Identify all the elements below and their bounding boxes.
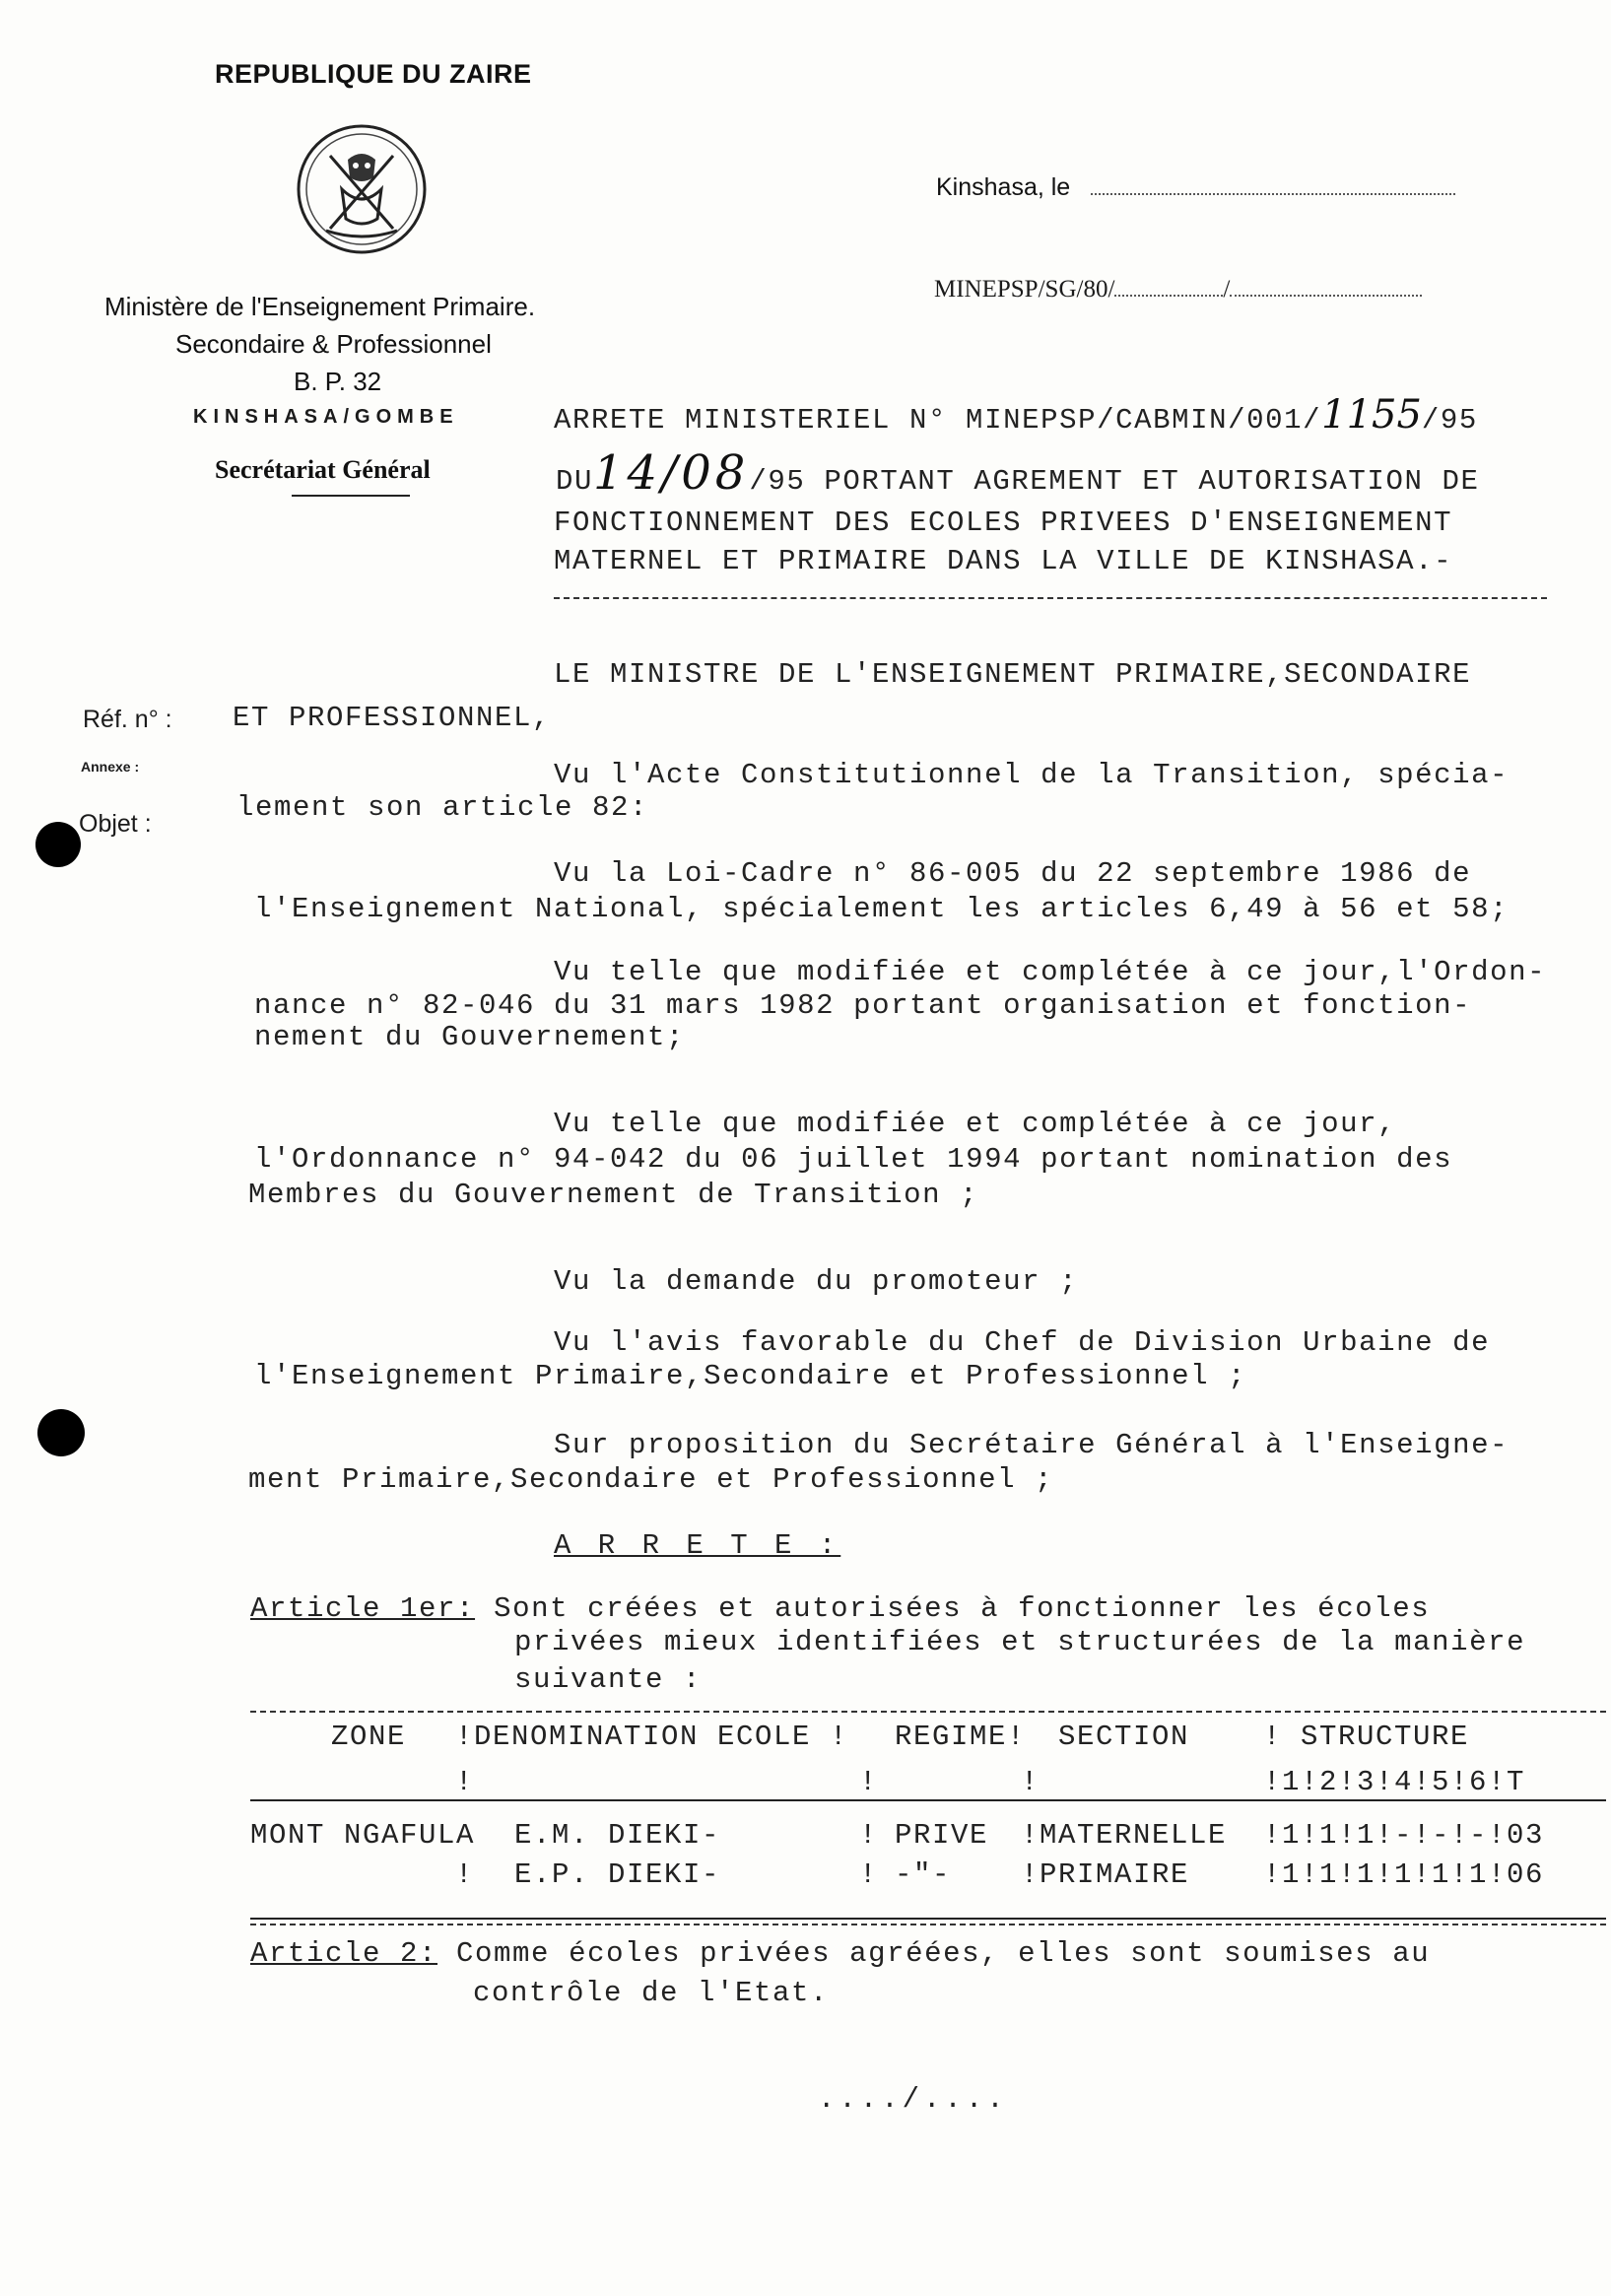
date-fill-line bbox=[1091, 192, 1455, 195]
table-sub-bang-2: ! bbox=[859, 1766, 879, 1798]
table-header-regime: REGIME! bbox=[895, 1721, 1027, 1753]
table-row-1-section: !MATERNELLE bbox=[1021, 1819, 1228, 1852]
vu2-line-2: l'Enseignement National, spécialement les articles 6,49 à 56 et 58; bbox=[254, 893, 1510, 925]
article-2-line-2: contrôle de l'Etat. bbox=[473, 1977, 830, 2009]
vu3-line-1: Vu telle que modifiée et complétée à ce jour,l'Ordon- bbox=[554, 956, 1547, 988]
table-sub-bang-3: ! bbox=[1021, 1766, 1040, 1798]
secretariat-general: Secrétariat Général bbox=[215, 455, 431, 484]
table-header-zone: ZONE bbox=[331, 1721, 407, 1753]
secretariat-underline bbox=[292, 495, 410, 497]
objet-label: Objet : bbox=[79, 810, 152, 838]
vu1-line-1: Vu l'Acte Constitutionnel de la Transition, spécia- bbox=[554, 759, 1510, 791]
vu6-line-1: Vu l'avis favorable du Chef de Division Urbaine de bbox=[554, 1326, 1491, 1359]
place-date bbox=[936, 173, 1455, 202]
table-row-2-section: !PRIMAIRE bbox=[1021, 1858, 1190, 1891]
title-line-1 bbox=[554, 392, 1478, 438]
vu4-line-1: Vu telle que modifiée et complétée à ce jour, bbox=[554, 1108, 1397, 1140]
title-line-3: FONCTIONNEMENT DES ECOLES PRIVEES D'ENSEIGNEMENT bbox=[554, 506, 1453, 539]
title-line-2-rest: /95 PORTANT AGREMENT ET AUTORISATION DE bbox=[749, 465, 1480, 498]
table-row-1-zone: MONT NGAFULA bbox=[250, 1819, 476, 1852]
sur-line-2: ment Primaire,Secondaire et Professionnel ; bbox=[248, 1463, 1054, 1496]
table-row-2-zone: ! bbox=[455, 1858, 475, 1891]
vu4-line-2: l'Ordonnance n° 94-042 du 06 juillet 1994 portant nomination des bbox=[254, 1143, 1453, 1176]
table-header-rule bbox=[250, 1799, 1606, 1801]
table-header-section: SECTION bbox=[1058, 1721, 1190, 1753]
title-du: DU bbox=[556, 465, 594, 498]
handwritten-number: 1155 bbox=[1321, 392, 1422, 438]
coat-of-arms-seal bbox=[291, 120, 434, 258]
table-top-rule bbox=[250, 1711, 1606, 1713]
postal-box: B. P. 32 bbox=[294, 367, 382, 396]
handwritten-date: 14/08 bbox=[593, 445, 750, 501]
vu3-line-3: nement du Gouvernement; bbox=[254, 1021, 686, 1053]
city-gombe: KINSHASA/GOMBE bbox=[193, 406, 459, 428]
vu1-line-2: lement son article 82: bbox=[236, 791, 649, 824]
table-row-1-regime: PRIVE bbox=[895, 1819, 989, 1852]
table-row-1-sep: ! bbox=[859, 1819, 879, 1852]
article-1-line-2: privées mieux identifiées et structurées de la manière bbox=[514, 1626, 1526, 1658]
table-header-structure: ! STRUCTURE bbox=[1263, 1721, 1470, 1753]
article-2-line-1 bbox=[250, 1937, 1430, 1970]
page-continuation: ..../.... bbox=[818, 2083, 1008, 2116]
table-sub-bang-1: ! bbox=[455, 1766, 475, 1798]
table-bottom-dash bbox=[250, 1924, 1606, 1925]
article-1-line-3: suivante : bbox=[514, 1663, 703, 1696]
table-structure-columns: !1!2!3!4!5!6!T bbox=[1263, 1766, 1526, 1798]
vu5-line: Vu la demande du promoteur ; bbox=[554, 1265, 1079, 1298]
table-row-1-structure: !1!1!1!-!-!-!03 bbox=[1263, 1819, 1545, 1852]
ref-label: Réf. n° : bbox=[83, 706, 172, 733]
article-2-text-1: Comme écoles privées agréées, elles sont soumises au bbox=[456, 1937, 1431, 1970]
reference-fill-2 bbox=[1230, 294, 1422, 297]
minister-line-2: ET PROFESSIONNEL, bbox=[233, 702, 552, 734]
place-label: Kinshasa, le bbox=[936, 173, 1071, 201]
table-row-2-structure: !1!1!1!1!1!1!06 bbox=[1263, 1858, 1545, 1891]
vu4-line-3: Membres du Gouvernement de Transition ; bbox=[248, 1179, 979, 1211]
table-header-denomination: !DENOMINATION ECOLE ! bbox=[455, 1721, 849, 1753]
table-row-2-sep: ! bbox=[859, 1858, 879, 1891]
table-bottom-rule bbox=[250, 1918, 1606, 1920]
republic-heading: REPUBLIQUE DU ZAIRE bbox=[215, 59, 532, 89]
title-prefix: ARRETE MINISTERIEL N° MINEPSP/CABMIN/001/ bbox=[554, 404, 1322, 437]
annexe-label: Annexe : bbox=[81, 759, 140, 775]
arrete-text: A R R E T E : bbox=[554, 1529, 841, 1562]
ministry-line-1: Ministère de l'Enseignement Primaire. bbox=[104, 292, 536, 321]
vu2-line-1: Vu la Loi-Cadre n° 86-005 du 22 septembre 1986 de bbox=[554, 857, 1472, 890]
table-row-2-ecole: E.P. DIEKI- bbox=[514, 1858, 721, 1891]
article-1-text-1: Sont créées et autorisées à fonctionner les écoles bbox=[494, 1592, 1431, 1625]
minister-line-1: LE MINISTRE DE L'ENSEIGNEMENT PRIMAIRE,SECONDAIRE bbox=[554, 658, 1472, 691]
table-row-2-regime: -"- bbox=[895, 1858, 952, 1891]
vu6-line-2: l'Enseignement Primaire,Secondaire et Professionnel ; bbox=[254, 1360, 1247, 1392]
punch-hole-top bbox=[35, 822, 81, 867]
arrete-heading bbox=[554, 1529, 840, 1562]
reference-slash: / bbox=[1223, 276, 1231, 303]
sur-line-1: Sur proposition du Secrétaire Général à l'Enseigne- bbox=[554, 1429, 1510, 1461]
title-line-2 bbox=[556, 445, 1479, 501]
article-1-line-1 bbox=[250, 1592, 1430, 1625]
ministry-line-2: Secondaire & Professionnel bbox=[175, 329, 492, 359]
title-line-4: MATERNEL ET PRIMAIRE DANS LA VILLE DE KINSHASA.- bbox=[554, 545, 1453, 577]
title-suffix: /95 bbox=[1421, 404, 1478, 437]
article-2-label: Article 2: bbox=[250, 1937, 438, 1970]
vu3-line-2: nance n° 82-046 du 31 mars 1982 portant organisation et fonction- bbox=[254, 989, 1472, 1022]
punch-hole-bottom bbox=[37, 1409, 85, 1456]
article-1-label: Article 1er: bbox=[250, 1592, 476, 1625]
title-separator bbox=[554, 597, 1547, 599]
reference-code: MINEPSP/SG/80/ bbox=[934, 276, 1115, 303]
reference-fill-1 bbox=[1114, 294, 1223, 297]
table-row-1-ecole: E.M. DIEKI- bbox=[514, 1819, 721, 1852]
reference-number bbox=[934, 276, 1422, 304]
